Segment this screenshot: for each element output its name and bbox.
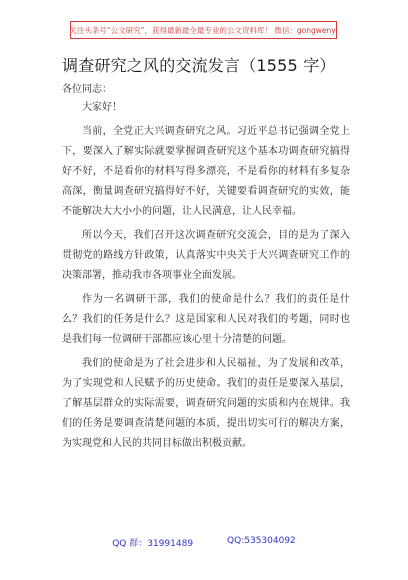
paragraph: 当前，全党正大兴调查研究之风。习近平总书记强调全党上下，要深入了解实际就要掌握调查研究这个基本功调查研究搞得好不好，不是看你的材料写得多漂亮，不是看你的材料有多复杂高深，衡量调查研究搞得好不好，关键要看调查研究的实效，能不能解决大大小小的问题，让人民满意，让人民幸福。 <box>62 126 350 217</box>
document-title: 调查研究之风的交流发言（1555 字） <box>62 56 336 75</box>
paragraph: 作为一名调研干部，我们的使命是什么？我们的责任是什么？我们的任务是什么？这是国家和人民对我们的考题，同时也是我们每一位调研干部都应该心里十分清楚的问题。 <box>62 294 350 345</box>
paragraph: 所以今天，我们召开这次调查研究交流会，目的是为了深入贯彻党的路线方针政策，认真落实中央关于大兴调查研究工作的决策部署，推动我市各项事业全面发展。 <box>62 230 350 281</box>
footer-qq-group: QQ 群：31991489 <box>112 539 194 549</box>
promo-banner <box>70 21 337 39</box>
footer-contact <box>0 536 408 549</box>
paragraph: 大家好！ <box>82 102 122 113</box>
document-body <box>62 98 350 454</box>
promo-banner-text: 关注头条号“公文研究”，获得最新最全最专业的公文资料库！ 微信：gongwenyj <box>69 25 338 35</box>
greeting: 各位同志： <box>62 84 112 95</box>
paragraph: 我们的使命是为了社会进步和人民福祉，为了发展和改革，为了实现党和人民赋予的历史使命。我们的责任是要深入基层，了解基层群众的实际需要，调查研究问题的实质和内在规律。我们的任务是要调查清楚问题的本质，提出切实可行的解决方案，为实现党和人民的共同目标做出积极贡献。 <box>62 358 350 449</box>
footer-qq: QQ:535304092 <box>227 536 296 546</box>
